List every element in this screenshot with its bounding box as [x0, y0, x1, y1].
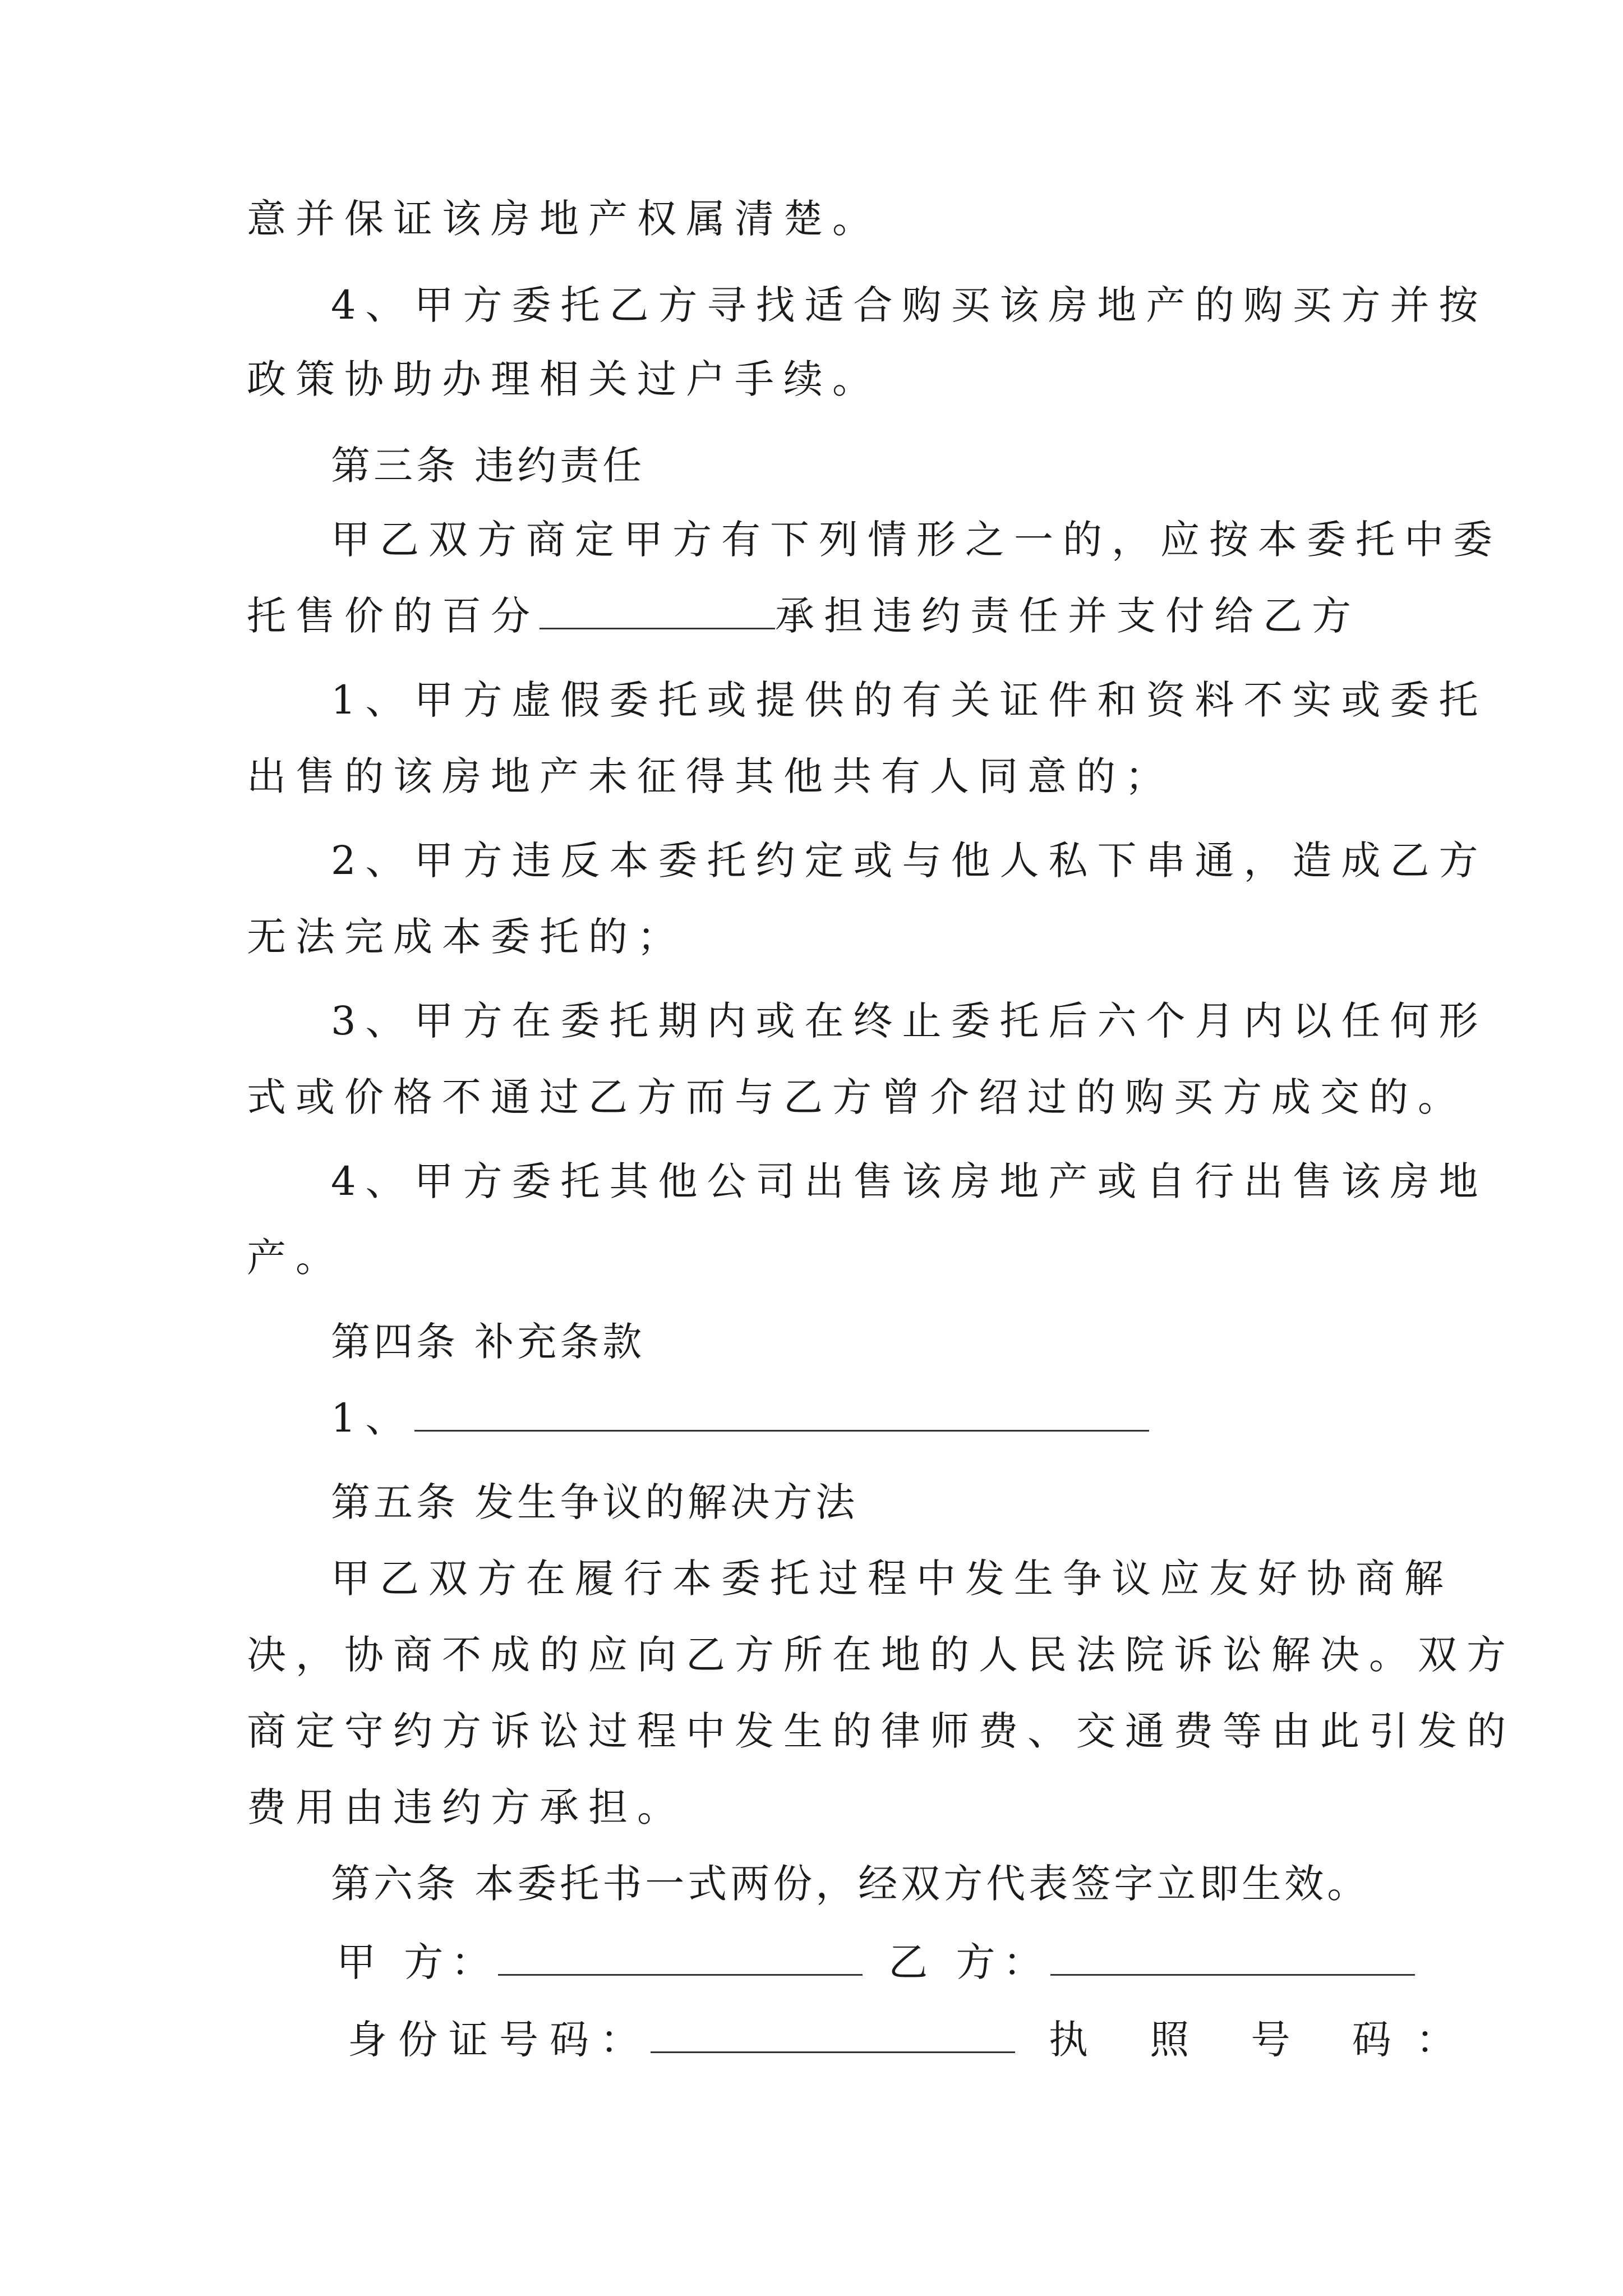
license-number-label: 执 照 号 码： — [1049, 2017, 1480, 2063]
paragraph-line: 决，协商不成的应向乙方所在地的人民法院诉讼解决。双方 — [247, 1632, 1515, 1678]
id-number-label: 身份证号码： — [348, 2017, 651, 2063]
section-heading: 第五条 发生争议的解决方法 — [331, 1479, 859, 1525]
section-heading: 第四条 补充条款 — [331, 1319, 645, 1365]
paragraph-line: 甲乙双方商定甲方有下列情形之一的，应按本委托中委 — [331, 517, 1502, 563]
paragraph-line: 2、甲方违反本委托约定或与他人私下串通，造成乙方 — [331, 838, 1488, 884]
percent-blank[interactable] — [540, 593, 775, 629]
party-b-label: 乙 方： — [888, 1939, 1050, 1985]
paragraph-line: 甲乙双方在履行本委托过程中发生争议应友好协商解 — [331, 1556, 1453, 1602]
paragraph-line: 意并保证该房地产权属清楚。 — [247, 196, 881, 242]
line-text: 承担违约责任并支付给乙方 — [775, 593, 1361, 639]
supplementary-clause-blank[interactable] — [414, 1395, 1149, 1432]
paragraph-line: 费用由违约方承担。 — [247, 1784, 686, 1830]
party-b-field[interactable] — [1050, 1939, 1415, 1976]
paragraph-line: 无法完成本委托的； — [247, 914, 686, 960]
id-number-field[interactable] — [651, 2017, 1015, 2053]
paragraph-line: 式或价格不通过乙方而与乙方曾介绍过的购买方成交的。 — [247, 1074, 1467, 1120]
line-text: 1、 — [331, 1395, 414, 1441]
paragraph-line: 3、甲方在委托期内或在终止委托后六个月内以任何形 — [331, 998, 1488, 1044]
paragraph-line: 1、甲方虚假委托或提供的有关证件和资料不实或委托 — [331, 677, 1488, 723]
line-text: 托售价的百分 — [247, 593, 540, 639]
paragraph-line — [331, 1390, 1481, 1446]
party-a-field[interactable] — [498, 1939, 863, 1976]
party-a-label: 甲 方： — [336, 1939, 499, 1985]
signature-row-parties — [336, 1934, 1402, 1990]
paragraph-line: 产。 — [247, 1235, 344, 1281]
paragraph-line: 政策协助办理相关过户手续。 — [247, 356, 881, 402]
paragraph-line: 商定守约方诉讼过程中发生的律师费、交通费等由此引发的 — [247, 1708, 1515, 1754]
paragraph-line: 出售的该房地产未征得其他共有人同意的； — [247, 753, 1174, 799]
section-heading: 第六条 本委托书一式两份，经双方代表签字立即生效。 — [331, 1861, 1370, 1907]
paragraph-line: 4、甲方委托乙方寻找适合购买该房地产的购买方并按 — [331, 282, 1488, 328]
signature-row-ids — [348, 2012, 1480, 2068]
paragraph-line: 4、甲方委托其他公司出售该房地产或自行出售该房地 — [331, 1158, 1488, 1204]
paragraph-line — [247, 588, 1396, 644]
section-heading: 第三条 违约责任 — [331, 443, 645, 489]
